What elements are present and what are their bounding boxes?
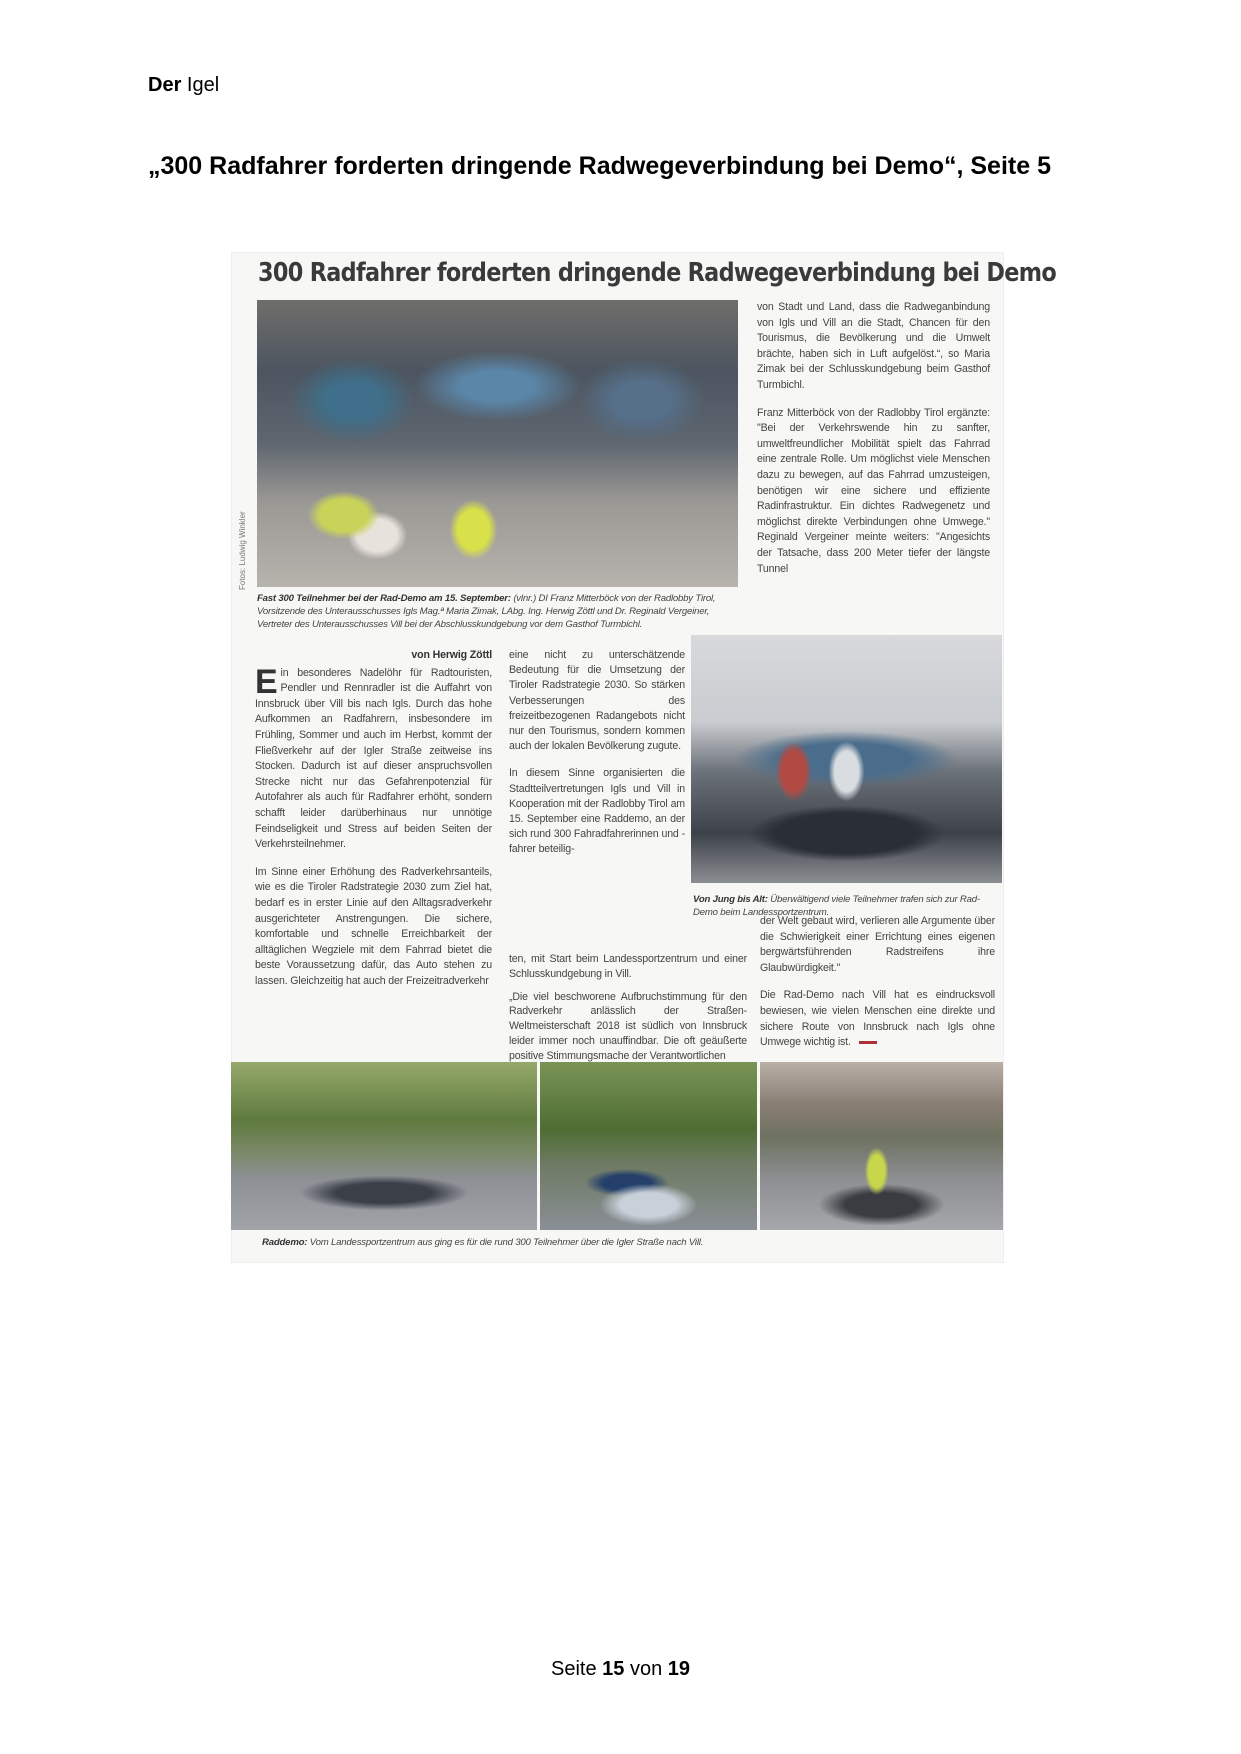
photo-crowd [257, 300, 738, 587]
page-footer [0, 1658, 1241, 1681]
caption-bridge-bold: Von Jung bis Alt: [693, 894, 768, 905]
caption-bottom [262, 1236, 1002, 1249]
article-headline: 300 Radfahrer forderten dringende Radwegeverbindung bei Demo [258, 258, 1057, 288]
photo-cars-road [540, 1062, 757, 1230]
paragraph: ten, mit Start beim Landessportzentrum und einer Schlusskundgebung in Vill. [509, 953, 747, 980]
left-column [255, 648, 492, 1001]
photo-bridge-crowd [691, 635, 1002, 883]
end-mark [859, 1041, 877, 1044]
photo-cyclists-road [231, 1062, 537, 1230]
paragraph: In diesem Sinne organisierten die Stadtteilvertretungen Igls und Vill in Kooperation mit der Radlobby Tirol am 15. September eine Raddemo, an der sich rund 300 Fahradfahrerinnen und -fahrer beteilig- [509, 767, 685, 856]
paragraph: eine nicht zu unterschätzende Bedeutung für die Umsetzung der Tiroler Radstrategie 2030. So stärken Verbesserungen des freizeitbezogenen Radangebots nicht nur den Tourismus, sondern kommen auch der lokalen Bevölkerung zugute. [509, 649, 685, 753]
source-rest: Igel [186, 74, 220, 96]
paragraph: Franz Mitterböck von der Radlobby Tirol ergänzte: "Bei der Verkehrswende hin zu sanfter, umweltfreundlicher Mobilität spielt das Fahrrad eine zentrale Rolle. Um möglichst viele Menschen dazu zu bewegen, auf das Fahrrad umzusteigen, benötigen wir eine sichere und effiziente Radinfrastruktur. Ein dichtes Radwegenetz und möglichst direkte Verbindungen ohne Umwege." Reginald Vergeiner meinte weiters: "Angesichts der Tatsache, dass 200 Meter tiefer der längste Tunnel [757, 406, 990, 575]
photo-cyclists-street [760, 1062, 1003, 1230]
caption-bridge-text: Überwältigend viele Teilnehmer trafen sich zur Rad-Demo beim Landessportzentrum. [693, 894, 980, 918]
paragraph: Die Rad-Demo nach Vill hat es eindrucksvoll bewiesen, wie vielen Menschen eine direkte und sichere Route von Innsbruck nach Igls ohne Umwege wichtig ist. [760, 989, 995, 1049]
caption-main-bold: Fast 300 Teilnehmer bei der Rad-Demo am 15. September: [257, 593, 511, 604]
document-title: „300 Radfahrer forderten dringende Radwegeverbindung bei Demo“, Seite 5 [148, 152, 1051, 180]
right-column-top [757, 300, 990, 589]
middle-column-wide [509, 952, 747, 1076]
source-bold: Der [148, 74, 182, 96]
paragraph: von Stadt und Land, dass die Radweganbindung von Igls und Vill an die Stadt, Chancen für den Tourismus, die Bevölkerung und die Umwelt brächte, haben sich in Luft aufgelöst.“, so Maria Zimak bei der Schlusskundgebung beim Gasthof Turmbichl. [757, 301, 990, 391]
total-pages: 19 [667, 1658, 691, 1680]
source-label [148, 74, 219, 97]
drop-cap: E [255, 662, 278, 701]
footer-of: von [629, 1658, 663, 1680]
current-page: 15 [602, 1658, 625, 1680]
caption-main [257, 592, 742, 631]
caption-bottom-bold: Raddemo: [262, 1237, 308, 1248]
paragraph: in besonderes Nadelöhr für Radtouristen, Pendler und Rennradler ist die Auffahrt von Innsbruck über Vill bis nach Igls. Durch das hohe Aufkommen an Radfahrern, insbesondere im Frühling, Sommer und auch im Herbst, kommt der Fließverkehr auf der Igler Straße zeitweise ins Stocken. Dadurch ist auf dieser anspruchsvollen Strecke nicht nur das Gefahrenpotenzial für Autofahrer als auch für Radfahrer erhöht, sondern schafft leider darüberhinaus nur unnötige Feindseligkeit und Stress auf beiden Seiten der Verkehrsteilnehmer. [255, 666, 492, 851]
caption-main-text: (vlnr.) DI Franz Mitterböck von der Radlobby Tirol, Vorsitzende des Unterausschusses Igls Mag.ª Maria Zimak, LAbg. Ing. Herwig Zöttl und Dr. Reginald Vergeiner, Vertreter des Unterausschusses Vill bei der Abschlusskundgebung vor dem Gasthof Turmbichl. [257, 593, 716, 630]
caption-bottom-text: Vom Landessportzentrum aus ging es für die rund 300 Teilnehmer über die Igler Straße nach Vill. [309, 1237, 704, 1248]
middle-column-narrow [509, 648, 685, 870]
photo-credit: Fotos: Ludwig Winkler [238, 511, 247, 590]
byline: von Herwig Zöttl [411, 649, 492, 661]
footer-prefix: Seite [550, 1658, 597, 1680]
paragraph: „Die viel beschworene Aufbruchstimmung für den Radverkehr anlässlich der Straßen-Weltmeisterschaft 2018 ist südlich von Innsbruck leider immer noch unauffindbar. Die oft geäußerte positive Stimmungsmache der Verantwortlichen [509, 990, 747, 1062]
right-column-bottom [760, 914, 995, 1063]
paragraph: Im Sinne einer Erhöhung des Radverkehrsanteils, wie es die Tiroler Radstrategie 2030 zum Ziel hat, bedarf es in erster Linie auf den Alltagsradverkehr ausgerichteter Anstrengungen. Die sichere, komfortable und schnelle Erreichbarkeit der alltäglichen Wegziele mit dem Fahrrad bietet die beste Voraussetzung dafür, das Auto stehen zu lassen. Gleichzeitig hat auch der Freizeitradverkehr [255, 865, 492, 987]
paragraph: der Welt gebaut wird, verlieren alle Argumente über die Schwierigkeit einer Errichtung eines eigenen bergwärtsführenden Radstreifens ihre Glaubwürdigkeit." [760, 915, 995, 974]
